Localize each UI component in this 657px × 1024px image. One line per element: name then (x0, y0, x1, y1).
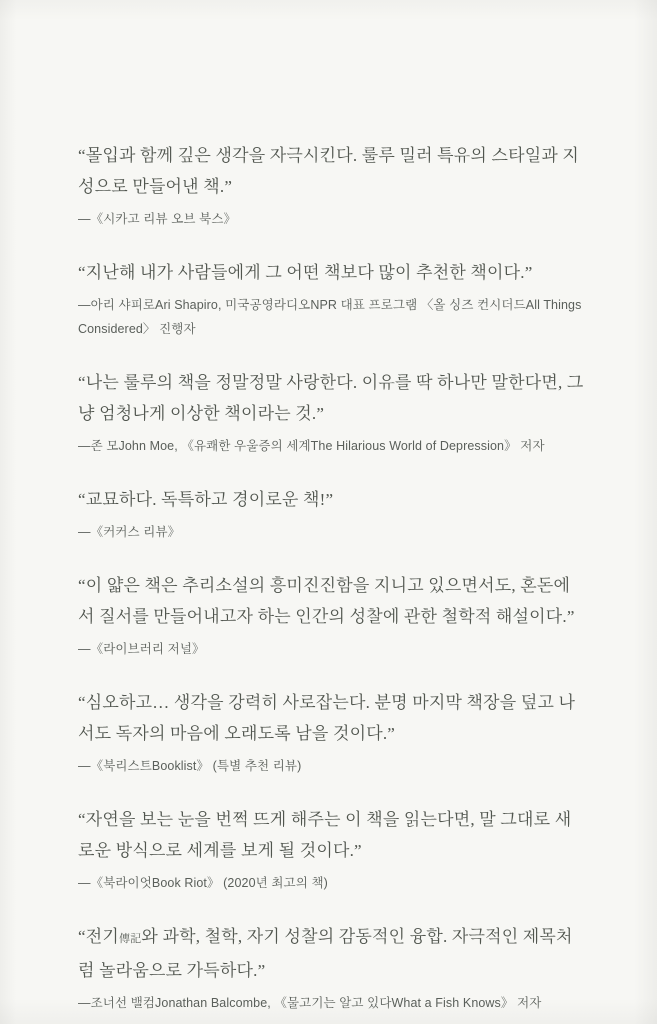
review-attribution: —《시카고 리뷰 오브 북스》 (78, 212, 237, 226)
review-blurb (78, 140, 585, 231)
review-quote: “교묘하다. 독특하고 경이로운 책!” (78, 490, 334, 509)
review-blurb (78, 484, 585, 544)
review-attribution: —아리 샤피로Ari Shapiro, 미국공영라디오NPR 대표 프로그램 〈올 싱즈 컨시더드All Things Considered〉 진행자 (78, 298, 582, 336)
quote-lead: “전기 (78, 927, 119, 946)
review-quote: “이 얇은 책은 추리소설의 흥미진진함을 지니고 있으면서도, 혼돈에서 질서를 만들어내고자 하는 인간의 성찰에 관한 철학적 해설이다.” (78, 576, 575, 626)
praise-quotes-column (78, 140, 585, 1024)
review-attribution: —《북라이엇Book Riot》 (2020년 최고의 책) (78, 876, 328, 890)
review-blurb (78, 921, 585, 1015)
review-attribution: —존 모John Moe, 《유쾌한 우울증의 세계The Hilarious World of Depression》 저자 (78, 439, 545, 453)
review-attribution: —《라이브러리 저널》 (78, 642, 205, 656)
review-quote: “심오하고… 생각을 강력히 사로잡는다. 분명 마지막 책장을 덮고 나서도 독자의 마음에 오래도록 남을 것이다.” (78, 693, 576, 743)
review-blurb (78, 804, 585, 895)
review-attribution: —《커커스 리뷰》 (78, 525, 181, 539)
review-attribution: —조너선 밸컴Jonathan Balcombe, 《물고기는 알고 있다What a Fish Knows》 저자 (78, 996, 542, 1010)
quote-hanja: 傳記 (119, 933, 142, 945)
review-quote: “지난해 내가 사람들에게 그 어떤 책보다 많이 추천한 책이다.” (78, 263, 533, 282)
review-blurb (78, 570, 585, 661)
review-quote: “몰입과 함께 깊은 생각을 자극시킨다. 룰루 밀러 특유의 스타일과 지성으로 만들어낸 책.” (78, 146, 580, 196)
quote-rest: 와 과학, 철학, 자기 성찰의 감동적인 융합. 자극적인 제목처럼 놀라움으로 가득하다.” (78, 927, 573, 980)
review-quote: “나는 룰루의 책을 정말정말 사랑한다. 이유를 딱 하나만 말한다면, 그냥 엄청나게 이상한 책이라는 것.” (78, 373, 584, 423)
review-quote (78, 921, 585, 986)
review-attribution: —《북리스트Booklist》 (특별 추천 리뷰) (78, 759, 302, 773)
review-blurb (78, 257, 585, 341)
review-blurb (78, 367, 585, 458)
review-quote: “자연을 보는 눈을 번쩍 뜨게 해주는 이 책을 읽는다면, 말 그대로 새로운 방식으로 세계를 보게 될 것이다.” (78, 810, 572, 860)
review-blurb (78, 687, 585, 778)
